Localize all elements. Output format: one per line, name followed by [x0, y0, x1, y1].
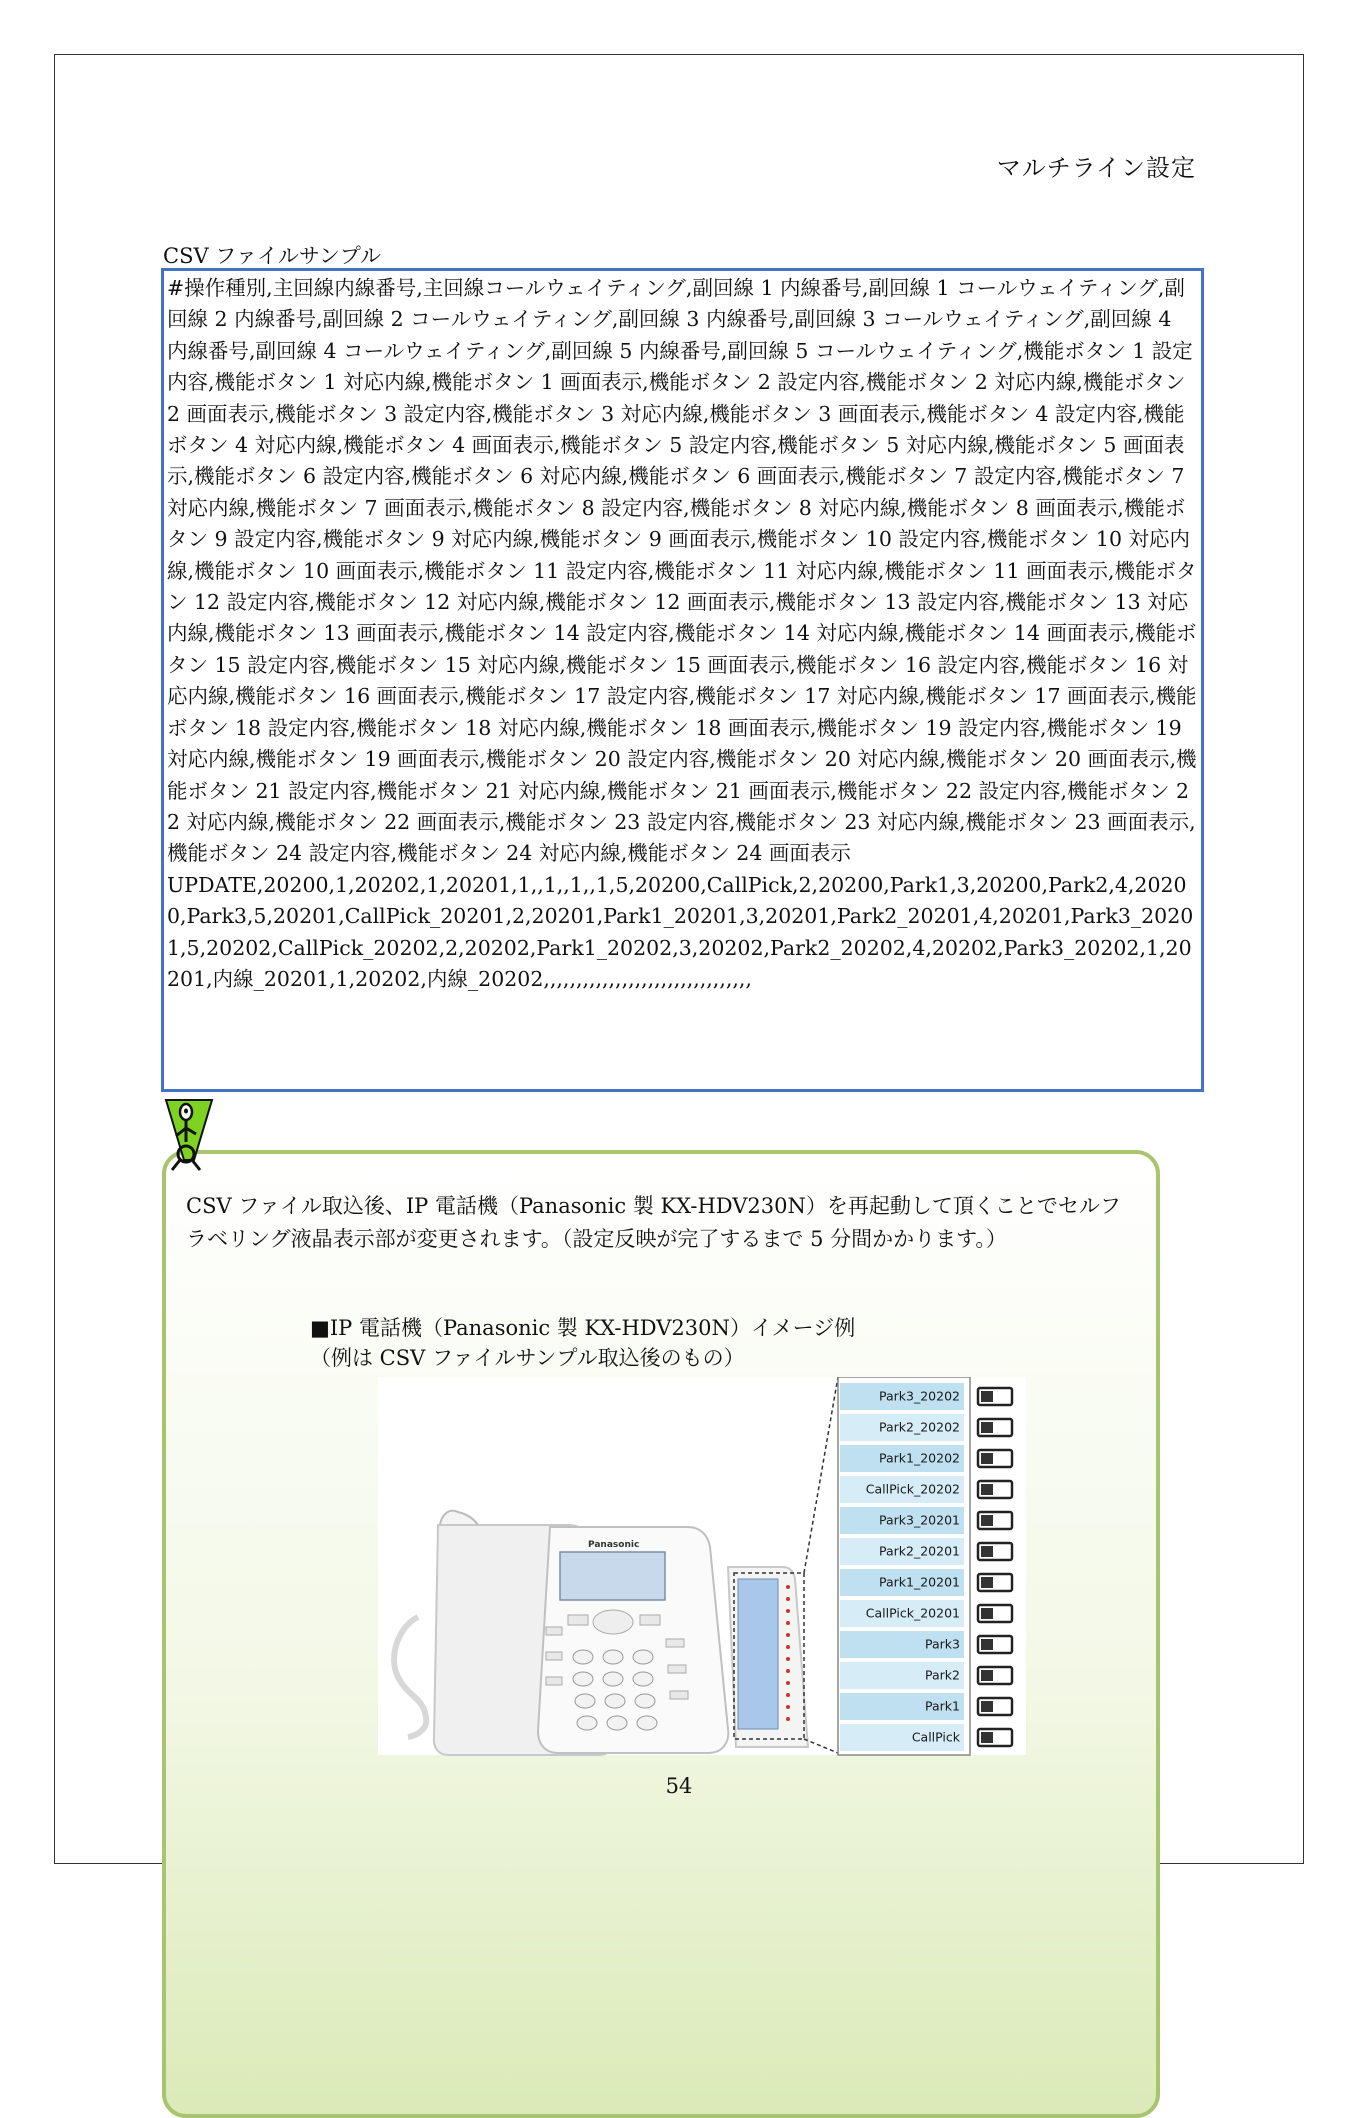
function-key-led-icon: [981, 1639, 993, 1650]
function-key-led-icon: [981, 1484, 993, 1495]
key-label-text: Park2_20201: [879, 1543, 960, 1559]
key-label-text: Park2_20202: [879, 1419, 960, 1435]
key-label-text: Park3_20201: [879, 1512, 960, 1528]
function-key-led-icon: [981, 1422, 993, 1433]
key-label-text: Park1_20202: [879, 1450, 960, 1466]
page-header-title: マルチライン設定: [996, 154, 1196, 182]
function-key-led-icon: [981, 1701, 993, 1712]
csv-header-line: #操作種別,主回線内線番号,主回線コールウェイティング,副回線 1 内線番号,副回線 1 コールウェイティング,副回線 2 内線番号,副回線 2 コールウェイティング,副回線 3 内線番号,副回線 3 コールウェイティング,副回線 4 内線番号,副回線 4 コールウェイティング,副回線 5 内線番号,副回線 5 コールウェイティング,機能ボタン 1 設定内容,機能ボタン 1 対応内線,機能ボタン 1 画面表示,機能ボタン 2 設定内容,機能ボタン 2 対応内線,機能ボタン 2 画面表示,機能ボタン 3 設定内容,機能ボタン 3 対応内線,機能ボタン 3 画面表示,機能ボタン 4 設定内容,機能ボタン 4 対応内線,機能ボタン 4 画面表示,機能ボタン 5 設定内容,機能ボタン 5 対応内線,機能ボタン 5 画面表示,機能ボタン 6 設定内容,機能ボタン 6 対応内線,機能ボタン 6 画面表示,機能ボタン 7 設定内容,機能ボタン 7 対応内線,機能ボタン 7 画面表示,機能ボタン 8 設定内容,機能ボタン 8 対応内線,機能ボタン 8 画面表示,機能ボタン 9 設定内容,機能ボタン 9 対応内線,機能ボタン 9 画面表示,機能ボタン 10 設定内容,機能ボタン 10 対応内線,機能ボタン 10 画面表示,機能ボタン 11 設定内容,機能ボタン 11 対応内線,機能ボタン 11 画面表示,機能ボタン 12 設定内容,機能ボタン 12 対応内線,機能ボタン 12 画面表示,機能ボタン 13 設定内容,機能ボタン 13 対応内線,機能ボタン 13 画面表示,機能ボタン 14 設定内容,機能ボタン 14 対応内線,機能ボタン 14 画面表示,機能ボタン 15 設定内容,機能ボタン 15 対応内線,機能ボタン 15 画面表示,機能ボタン 16 設定内容,機能ボタン 16 対応内線,機能ボタン 16 画面表示,機能ボタン 17 設定内容,機能ボタン 17 対応内線,機能ボタン 17 画面表示,機能ボタン 18 設定内容,機能ボタン 18 対応内線,機能ボタン 18 画面表示,機能ボタン 19 設定内容,機能ボタン 19 対応内線,機能ボタン 19 画面表示,機能ボタン 20 設定内容,機能ボタン 20 対応内線,機能ボタン 20 画面表示,機能ボタン 21 設定内容,機能ボタン 21 対応内線,機能ボタン 21 画面表示,機能ボタン 22 設定内容,機能ボタン 22 対応内線,機能ボタン 22 画面表示,機能ボタン 23 設定内容,機能ボタン 23 対応内線,機能ボタン 23 画面表示,機能ボタン 24 設定内容,機能ボタン 24 対応内線,機能ボタン 24 画面表示: [167, 276, 1197, 866]
image-subheading: （例は CSV ファイルサンプル取込後のもの）: [310, 1346, 745, 1370]
ip-phone-image: [378, 1377, 1026, 2104]
note-text: CSV ファイル取込後、IP 電話機（Panasonic 製 KX-HDV230N）を再起動して頂くことでセルフラベリング液晶表示部が変更されます。（設定反映が完了するまで 5 分間かかります。）: [186, 1194, 1121, 1251]
function-key-led-icon: [981, 1453, 993, 1464]
image-heading: ■IP 電話機（Panasonic 製 KX-HDV230N）イメージ例: [310, 1316, 856, 1340]
function-key-led-icon: [981, 1608, 993, 1619]
function-key-led-icon: [981, 1391, 993, 1402]
function-key-led-icon: [981, 1670, 993, 1681]
csv-data-line: UPDATE,20200,1,20202,1,20201,1,,1,,1,,1,5,20200,CallPick,2,20200,Park1,3,20200,Park2,4,20200,Park3,5,20201,CallPick_20201,2,20201,Park1_20201,3,20201,Park2_20201,4,20201,Park3_20201,5,20202,CallPick_20202,2,20202,Park1_20202,3,20202,Park2_20202,4,20202,Park3_20202,1,20201,内線_20201,1,20202,内線_20202,,,,,,,,,,,,,,,,,,,,,,,,,,,,,,,,: [167, 872, 1194, 991]
phone-brand: Panasonic: [588, 1540, 640, 1550]
key-label-text: Park1: [925, 1698, 960, 1714]
key-label-text: CallPick: [911, 1729, 960, 1745]
image-caption: [310, 1313, 855, 1373]
key-label-text: Park3: [925, 1636, 960, 1652]
page-number: 54: [665, 1774, 693, 1798]
key-label-text: Park1_20201: [879, 1574, 960, 1590]
csv-sample-box: [161, 268, 1204, 1092]
function-key-led-icon: [981, 1732, 993, 1743]
function-key-led-icon: [981, 1515, 993, 1526]
function-key-led-icon: [981, 1546, 993, 1557]
key-label-text: Park2: [925, 1667, 960, 1683]
key-label-text: CallPick_20201: [865, 1605, 960, 1621]
csv-sample-label: CSV ファイルサンプル: [163, 244, 381, 268]
key-label-text: CallPick_20202: [865, 1481, 960, 1497]
key-label-text: Park3_20202: [879, 1388, 960, 1404]
function-key-led-icon: [981, 1577, 993, 1588]
exclamation-mascot-icon: [164, 1098, 214, 1178]
